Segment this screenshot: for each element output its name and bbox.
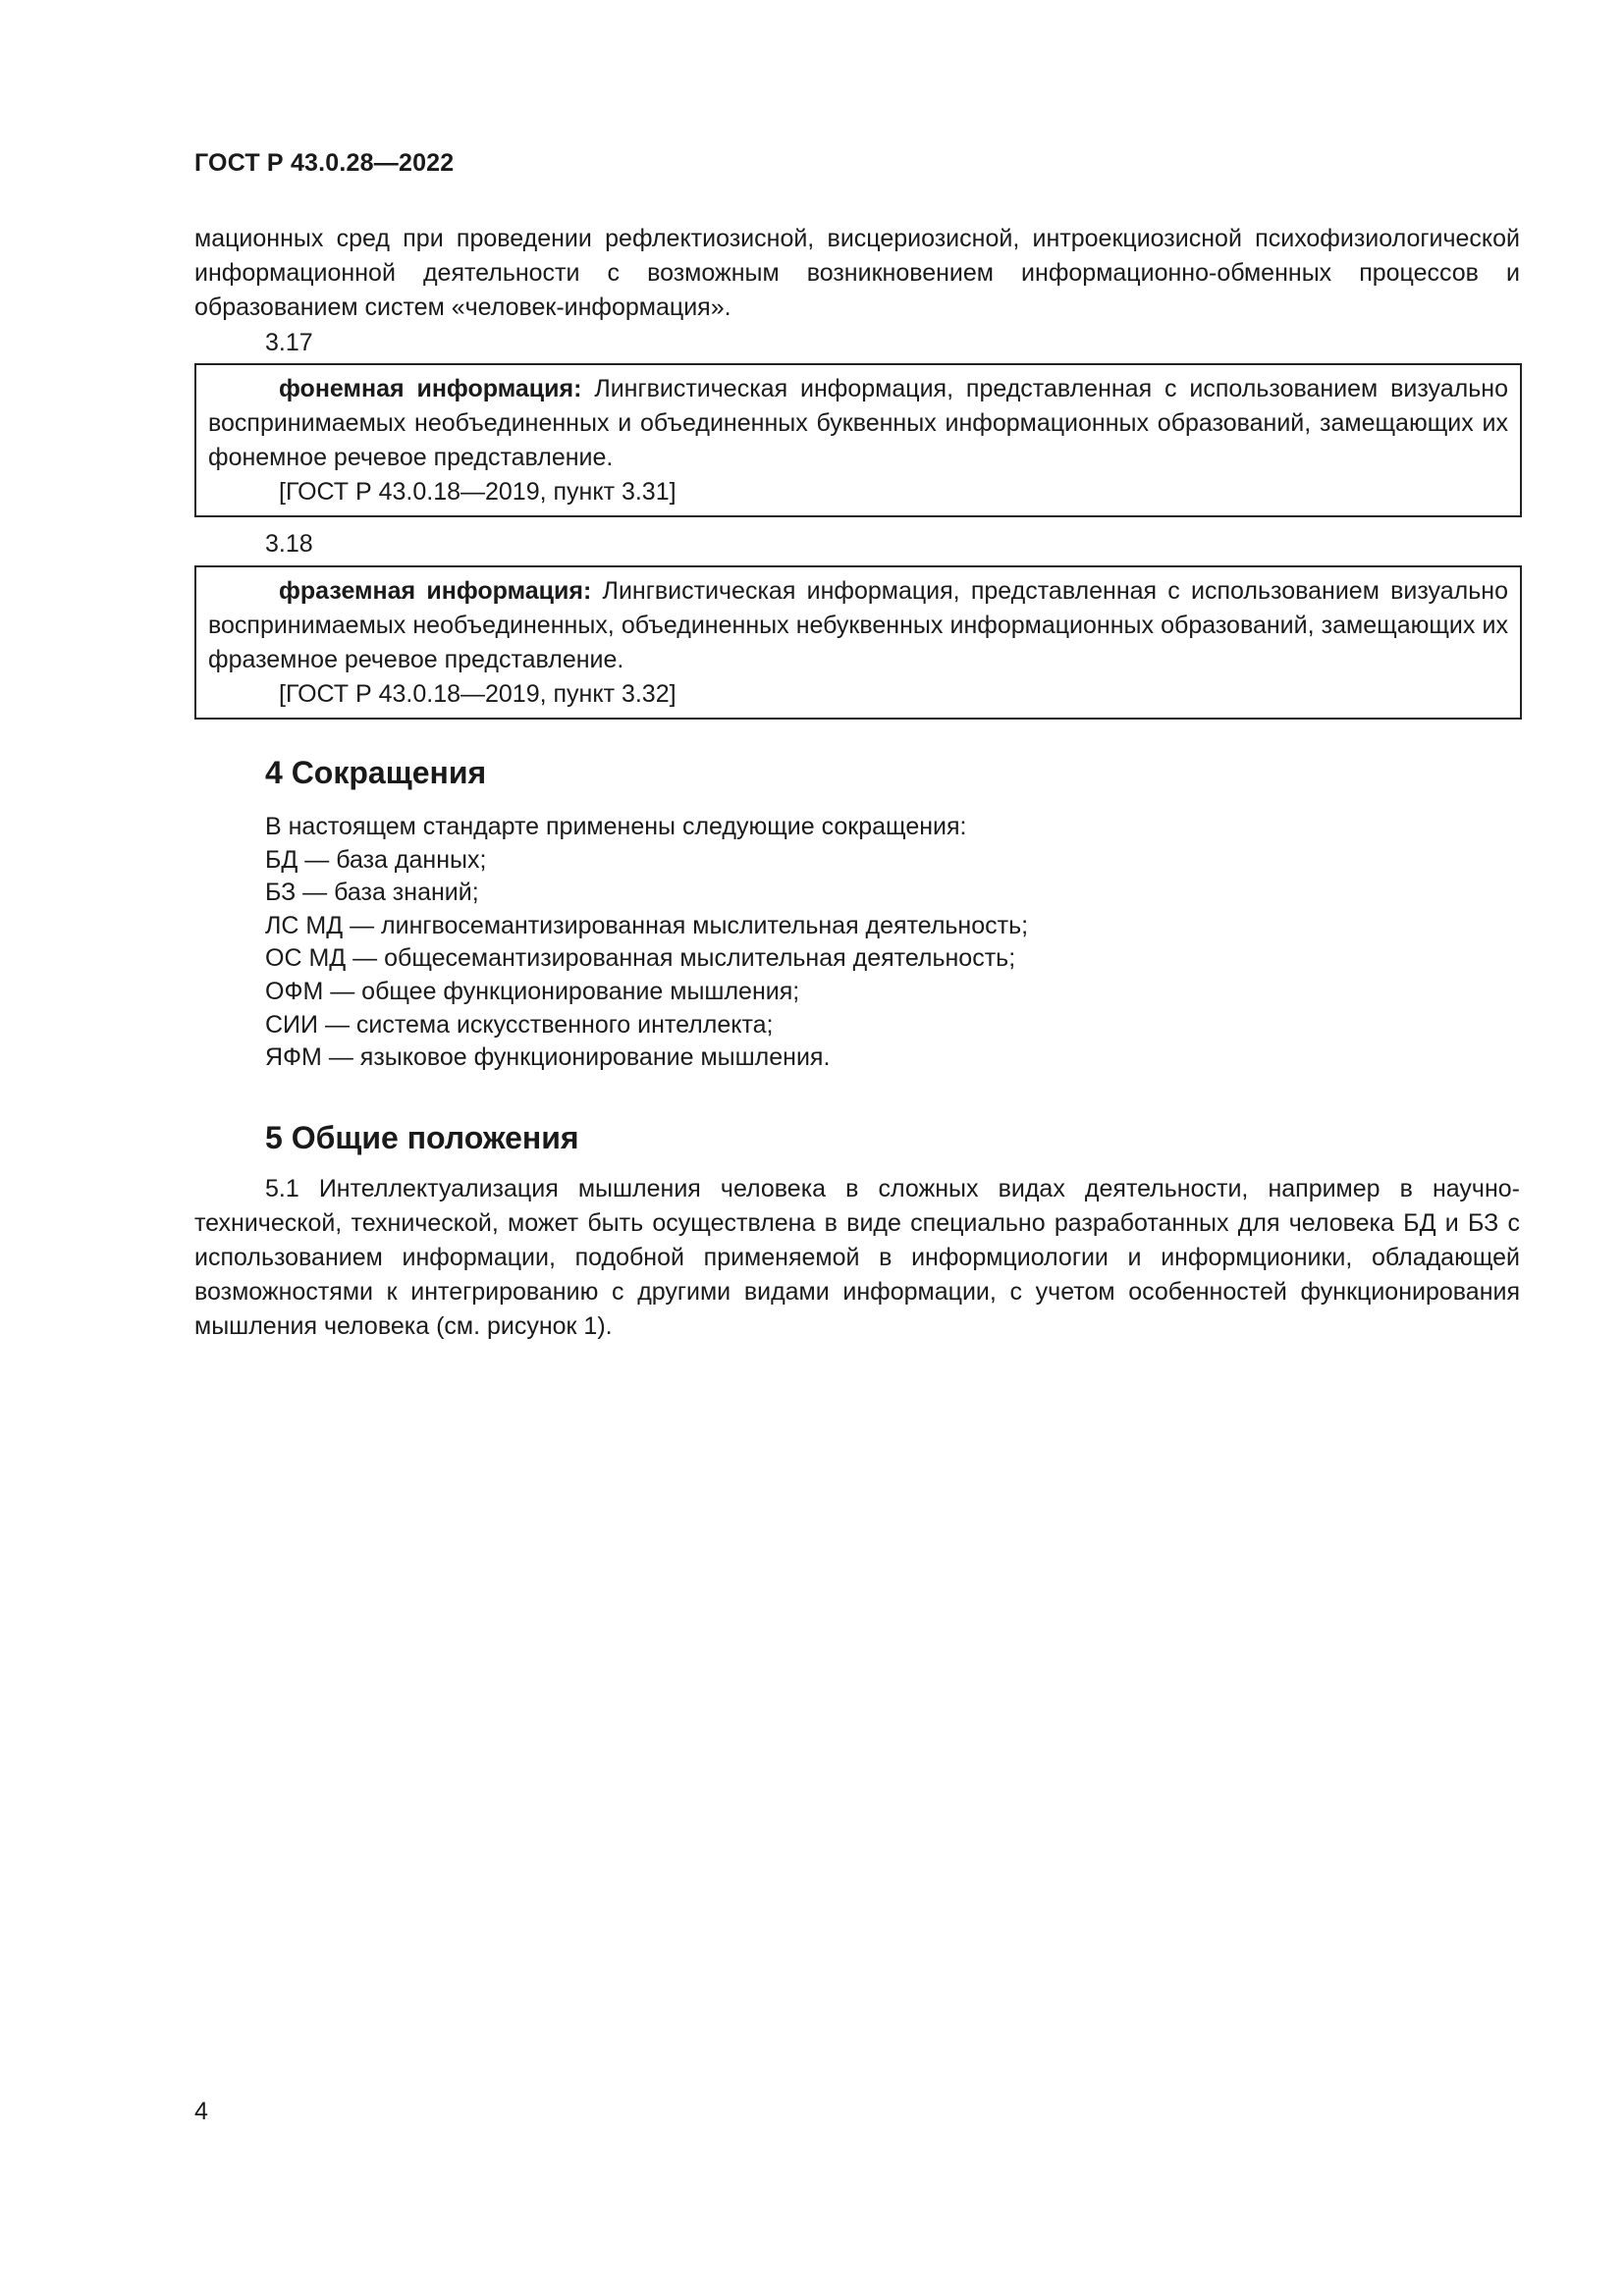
term-source: [ГОСТ Р 43.0.18—2019, пункт 3.31] bbox=[279, 478, 677, 506]
term-definition bbox=[208, 574, 1508, 677]
intro-continuation bbox=[194, 222, 1520, 325]
term-text: Лингвистическая информация, представленная с использованием визуально воспринимаемых необъединенных, объединенных небуквенных информационных образований, замещающих их фраземное речевое представление. bbox=[208, 577, 1508, 673]
abbreviation-item: БЗ — база знаний; bbox=[265, 879, 479, 907]
abbreviation-item: ЯФМ — языковое функционирование мышления. bbox=[265, 1043, 831, 1072]
section-5-paragraph: 5.1 Интеллектуализация мышления человека в сложных видах деятельности, например в научно-технической, технической, может быть осуществлена в виде специально разработанных для человека БД и БЗ с использованием информации, подобной применяемой в информциологии и информционики, обладающей возможностями к интегрированию с другими видами информации, с учетом особенностей функционирования мышления человека (см. рисунок 1). bbox=[194, 1175, 1520, 1340]
term-box-3-18 bbox=[194, 565, 1522, 720]
abbreviation-item: ОС МД — общесемантизированная мыслительная деятельность; bbox=[265, 944, 1016, 973]
abbreviation-item: ОФМ — общее функционирование мышления; bbox=[265, 977, 800, 1005]
abbreviations-list bbox=[265, 811, 1512, 1075]
term-box-3-17 bbox=[194, 363, 1522, 517]
term-name: фраземная информация: bbox=[279, 577, 592, 605]
section-5-title: 5 Общие положения bbox=[265, 1120, 579, 1155]
term-name: фонемная информация: bbox=[279, 375, 582, 402]
section-5-body bbox=[194, 1172, 1520, 1344]
term-number-3-17: 3.17 bbox=[265, 329, 313, 356]
term-definition bbox=[208, 372, 1508, 475]
abbreviation-item: БД — база данных; bbox=[265, 845, 487, 874]
document-header: ГОСТ Р 43.0.28—2022 bbox=[194, 149, 455, 177]
page-number: 4 bbox=[194, 2098, 208, 2125]
abbreviation-item: СИИ — система искусственного интеллекта; bbox=[265, 1010, 774, 1039]
intro-paragraph: мационных сред при проведении рефлектиозисной, висцериозисной, интроекциозисной психофизиологической информационной деятельности с возможным возникновением информационно-обменных процессов и образованием систем «человек-информация». bbox=[194, 225, 1520, 321]
abbreviations-intro: В настоящем стандарте применены следующие сокращения: bbox=[265, 813, 967, 840]
abbreviation-item: ЛС МД — лингвосемантизированная мыслительная деятельность; bbox=[265, 911, 1029, 939]
term-number-3-18: 3.18 bbox=[265, 530, 313, 558]
term-text: Лингвистическая информация, представленная с использованием визуально воспринимаемых необъединенных и объединенных буквенных информационных образований, замещающих их фонемное речевое представление. bbox=[208, 375, 1508, 471]
section-4-title: 4 Сокращения bbox=[265, 755, 487, 790]
term-source: [ГОСТ Р 43.0.18—2019, пункт 3.32] bbox=[279, 680, 677, 708]
